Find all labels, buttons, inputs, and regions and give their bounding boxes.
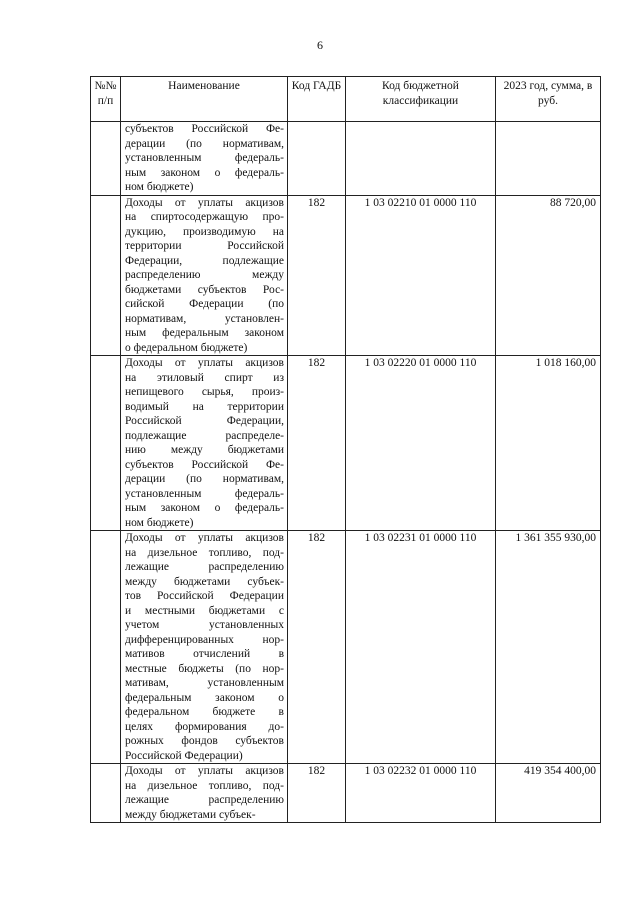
header-gadb: Код ГАДБ bbox=[288, 77, 346, 122]
revenue-name-line: распределению между bbox=[125, 269, 284, 281]
budget-classification-code-cell: 1 03 02220 01 0000 110 bbox=[346, 356, 496, 531]
gadb-code-cell: 182 bbox=[288, 195, 346, 356]
revenue-name-cell bbox=[121, 531, 288, 764]
revenue-name-line: дифференцированных нор- bbox=[125, 633, 284, 646]
revenue-name-line: нию между бюджетами bbox=[125, 444, 284, 456]
page-number: 6 bbox=[317, 38, 323, 52]
header-name: Наименование bbox=[121, 77, 288, 122]
revenue-name-line: ном бюджете) bbox=[125, 181, 194, 193]
revenue-name-line: территории Российской bbox=[125, 240, 284, 252]
row-number-cell bbox=[91, 195, 121, 356]
amount-cell: 1 361 355 930,00 bbox=[496, 531, 601, 764]
revenue-name-line: лежащие распределению bbox=[125, 794, 284, 806]
revenue-name-cell bbox=[121, 356, 288, 531]
row-number-cell bbox=[91, 764, 121, 823]
table-row bbox=[91, 195, 601, 356]
budget-classification-code-cell: 1 03 02231 01 0000 110 bbox=[346, 531, 496, 764]
revenue-name-line: Российской Федерации, bbox=[125, 415, 284, 427]
revenue-name-line: между бюджетами субъек- bbox=[125, 575, 284, 588]
row-number-cell bbox=[91, 531, 121, 764]
row-number-cell bbox=[91, 356, 121, 531]
amount-cell: 419 354 400,00 bbox=[496, 764, 601, 823]
revenue-name-line: субъектов Российской Фе- bbox=[125, 458, 284, 471]
revenue-name-cell bbox=[121, 122, 288, 196]
header-num: №№ п/п bbox=[91, 77, 121, 122]
budget-classification-code-cell bbox=[346, 122, 496, 196]
amount-cell bbox=[496, 122, 601, 196]
revenue-name-line: непищевого сырья, произ- bbox=[125, 386, 284, 398]
revenue-name-line: установленным федераль- bbox=[125, 152, 284, 164]
revenue-name-line: ным законом о федераль- bbox=[125, 502, 284, 514]
revenue-name-cell bbox=[121, 195, 288, 356]
budget-classification-code-cell: 1 03 02232 01 0000 110 bbox=[346, 764, 496, 823]
table-header-row bbox=[91, 77, 601, 122]
revenue-name-line: сийской Федерации (по bbox=[125, 298, 284, 310]
revenue-name-line: ным федеральным законом bbox=[125, 327, 284, 339]
revenue-name-line: целях формирования до- bbox=[125, 720, 284, 733]
revenue-name-line: Федерации, подлежащие bbox=[125, 254, 284, 267]
revenue-name-line: Российской Федерации) bbox=[125, 749, 243, 762]
budget-classification-code-cell: 1 03 02210 01 0000 110 bbox=[346, 195, 496, 356]
revenue-name-line: ным законом о федераль- bbox=[125, 166, 284, 179]
revenue-name-line: тов Российской Федерации bbox=[125, 590, 284, 602]
revenue-name-line: Доходы от уплаты акцизов bbox=[125, 765, 284, 777]
revenue-name-line: учетом установленных bbox=[125, 619, 284, 631]
revenue-name-line: мативов отчислений в bbox=[125, 648, 284, 660]
revenue-name-line: нормативам, установлен- bbox=[125, 312, 284, 325]
revenue-name-line: субъектов Российской Фе- bbox=[125, 123, 284, 135]
revenue-name-line: Доходы от уплаты акцизов bbox=[125, 532, 284, 544]
table-row bbox=[91, 356, 601, 531]
header-sum: 2023 год, сумма, в руб. bbox=[496, 77, 601, 122]
revenue-name-line: и местными бюджетами с bbox=[125, 604, 284, 617]
revenue-name-line: на спиртосодержащую про- bbox=[125, 211, 284, 223]
revenue-name-line: ном бюджете) bbox=[125, 516, 194, 529]
amount-cell: 88 720,00 bbox=[496, 195, 601, 356]
revenue-name-line: установленным федераль- bbox=[125, 487, 284, 500]
revenue-name-line: Доходы от уплаты акцизов bbox=[125, 357, 284, 369]
revenue-name-line: водимый на территории bbox=[125, 400, 284, 413]
table-row bbox=[91, 764, 601, 823]
revenue-name-line: о федеральном бюджете) bbox=[125, 341, 248, 354]
header-kbk: Код бюджетной классификации bbox=[346, 77, 496, 122]
revenue-name-line: дерации (по нормативам, bbox=[125, 473, 284, 485]
revenue-name-line: дерации (по нормативам, bbox=[125, 137, 284, 150]
revenue-name-line: между бюджетами субъек- bbox=[125, 808, 256, 821]
revenue-name-line: рожных фондов субъектов bbox=[125, 735, 284, 747]
revenue-name-line: федеральным законом о bbox=[125, 691, 284, 704]
revenue-name-line: Доходы от уплаты акцизов bbox=[125, 196, 284, 209]
amount-cell: 1 018 160,00 bbox=[496, 356, 601, 531]
revenue-name-line: бюджетами субъектов Рос- bbox=[125, 283, 284, 296]
gadb-code-cell: 182 bbox=[288, 356, 346, 531]
revenue-name-line: местные бюджеты (по нор- bbox=[125, 662, 284, 675]
revenue-name-line: подлежащие распределе- bbox=[125, 429, 284, 442]
revenue-name-line: дукцию, производимую на bbox=[125, 225, 284, 238]
revenue-name-cell bbox=[121, 764, 288, 823]
revenue-name-line: мативам, установленным bbox=[125, 677, 284, 689]
gadb-code-cell bbox=[288, 122, 346, 196]
revenue-name-line: на этиловый спирт из bbox=[125, 371, 284, 384]
revenue-name-line: на дизельное топливо, под- bbox=[125, 779, 284, 792]
row-number-cell bbox=[91, 122, 121, 196]
gadb-code-cell: 182 bbox=[288, 764, 346, 823]
budget-revenue-table bbox=[90, 76, 601, 823]
table-row bbox=[91, 122, 601, 196]
revenue-name-line: на дизельное топливо, под- bbox=[125, 546, 284, 559]
revenue-name-line: лежащие распределению bbox=[125, 561, 284, 573]
revenue-name-line: федеральном бюджете в bbox=[125, 706, 284, 718]
table-row bbox=[91, 531, 601, 764]
gadb-code-cell: 182 bbox=[288, 531, 346, 764]
